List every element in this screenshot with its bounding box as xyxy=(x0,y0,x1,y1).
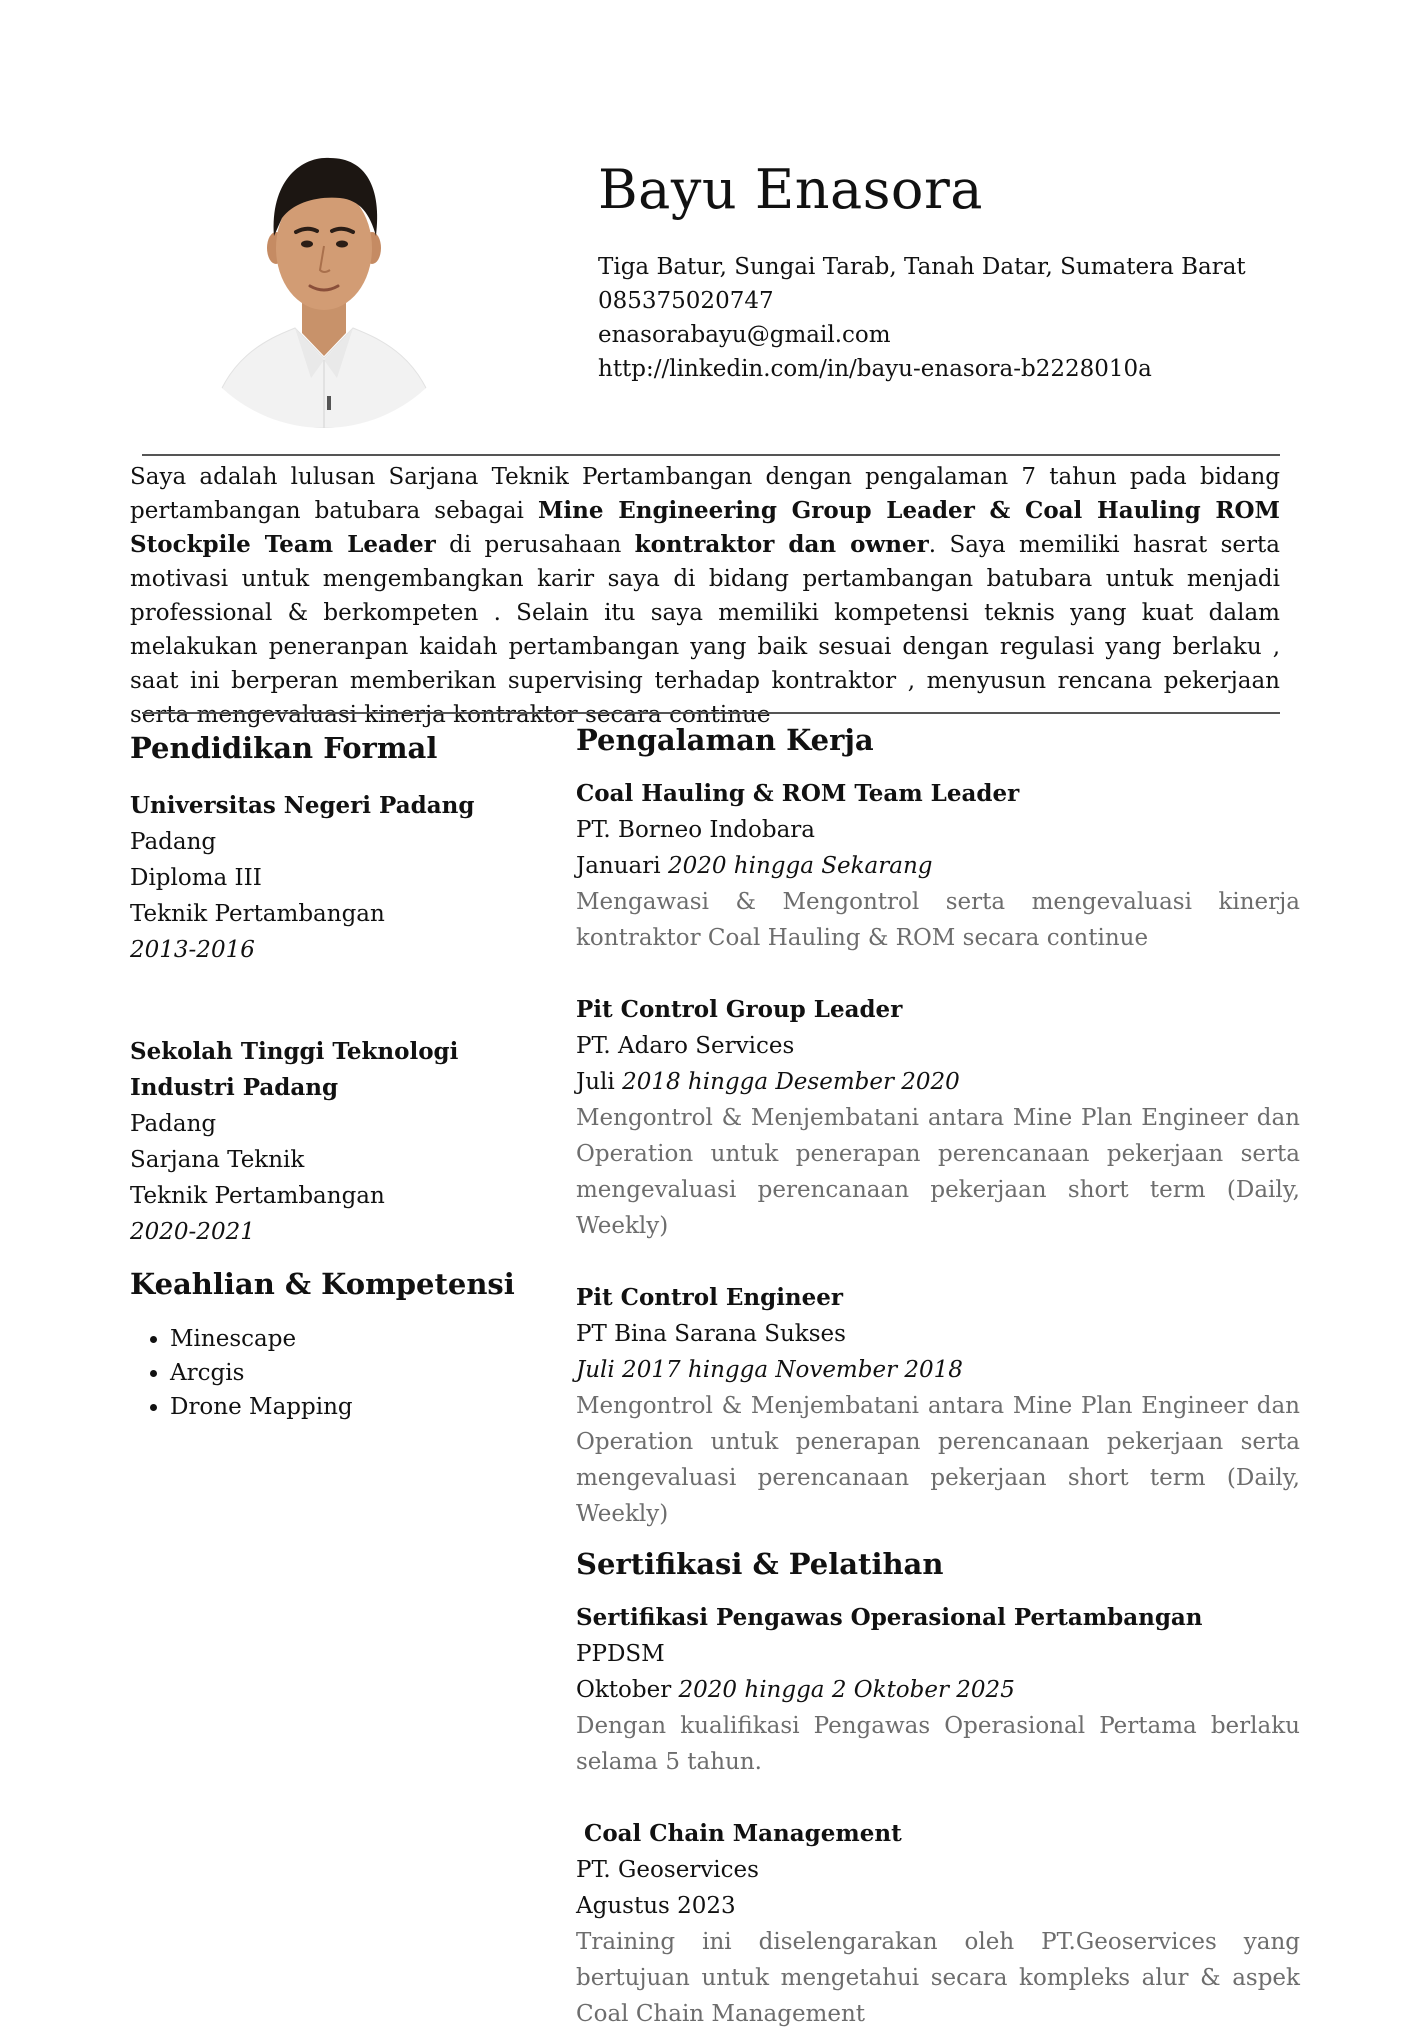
certification-description: Training ini diselengarakan oleh PT.Geoservices yang bertujuan untuk mengetahui secara kompleks alur & aspek Coal Chain Management xyxy=(576,1929,1300,2027)
address: Tiga Batur, Sungai Tarab, Tanah Datar, Sumatera Barat xyxy=(598,254,1246,280)
skill-item: • Minescape xyxy=(170,1322,550,1356)
contact-info xyxy=(598,250,1246,386)
left-column xyxy=(130,726,550,1424)
experience-heading: Pengalaman Kerja xyxy=(576,723,874,757)
job-company: PT. Adaro Services xyxy=(576,1033,795,1059)
linkedin-url: http://linkedin.com/in/bayu-enasora-b2228010a xyxy=(598,356,1152,382)
education-city: Padang xyxy=(130,829,217,855)
job-period-range: Juli 2017 hingga November 2018 xyxy=(576,1357,963,1383)
candidate-name: Bayu Enasora xyxy=(598,158,983,221)
certification-title: Sertifikasi Pengawas Operasional Pertambangan xyxy=(576,1604,1203,1631)
certification-period xyxy=(576,1672,1300,1708)
job-title: Pit Control Group Leader xyxy=(576,996,903,1023)
education-degree: Diploma III xyxy=(130,865,262,891)
education-city: Padang xyxy=(130,1111,217,1137)
job-period xyxy=(576,1352,1300,1388)
experience-item xyxy=(576,992,1300,1244)
certification-period: Agustus 2023 xyxy=(576,1893,736,1919)
job-description: Mengontrol & Menjembatani antara Mine Plan Engineer dan Operation untuk penerapan perencanaan pekerjaan serta mengevaluasi perencanaan pekerjaan short term (Daily, Weekly) xyxy=(576,1393,1300,1527)
education-school-line2: Industri Padang xyxy=(130,1074,339,1101)
summary-text-1: Saya adalah lulusan Sarjana Teknik Pertambangan dengan pengalaman 7 tahun pada bidang pertambangan batubara sebagai xyxy=(130,464,1280,524)
certification-period-range: 2020 hingga 2 Oktober 2025 xyxy=(678,1677,1015,1703)
job-period-month: Januari xyxy=(576,853,668,879)
summary-bold-role: Mine Engineering Group Leader & Coal Hauling ROM Stockpile Team Leader xyxy=(130,497,1280,558)
education-heading: Pendidikan Formal xyxy=(130,731,438,765)
education-major: Teknik Pertambangan xyxy=(130,1183,385,1209)
education-school: Universitas Negeri Padang xyxy=(130,792,475,819)
skills-list xyxy=(130,1322,550,1424)
job-period-range: 2018 hingga Desember 2020 xyxy=(622,1069,960,1095)
profile-photo xyxy=(190,128,458,428)
certification-period-month: Oktober xyxy=(576,1677,679,1703)
certification-issuer: PPDSM xyxy=(576,1641,665,1667)
education-major: Teknik Pertambangan xyxy=(130,901,385,927)
skill-item: • Arcgis xyxy=(170,1356,550,1390)
education-years: 2013-2016 xyxy=(130,937,255,963)
certification-issuer: PT. Geoservices xyxy=(576,1857,759,1883)
job-title: Coal Hauling & ROM Team Leader xyxy=(576,780,1020,807)
email-address: enasorabayu@gmail.com xyxy=(598,322,891,348)
certification-description: Dengan kualifikasi Pengawas Operasional Pertama berlaku selama 5 tahun. xyxy=(576,1713,1300,1775)
profile-summary xyxy=(130,460,1280,732)
skills-heading: Keahlian & Kompetensi xyxy=(130,1267,515,1301)
education-years: 2020-2021 xyxy=(130,1219,255,1245)
experience-item xyxy=(576,776,1300,956)
education-degree: Sarjana Teknik xyxy=(130,1147,305,1173)
education-school: Sekolah Tinggi Teknologi xyxy=(130,1038,459,1065)
job-description: Mengawasi & Mengontrol serta mengevaluasi kinerja kontraktor Coal Hauling & ROM secara continue xyxy=(576,889,1300,951)
education-item xyxy=(130,1034,550,1250)
summary-bold-company: kontraktor dan owner xyxy=(634,531,929,558)
job-description: Mengontrol & Menjembatani antara Mine Plan Engineer dan Operation untuk penerapan perencanaan pekerjaan serta mengevaluasi perencanaan pekerjaan short term (Daily, Weekly) xyxy=(576,1105,1300,1239)
divider-bottom xyxy=(142,712,1280,714)
skill-item: • Drone Mapping xyxy=(170,1390,550,1424)
job-period xyxy=(576,1064,1300,1100)
certification-title: Coal Chain Management xyxy=(576,1820,902,1847)
education-item xyxy=(130,788,550,968)
job-period xyxy=(576,848,1300,884)
job-period-range: 2020 hingga Sekarang xyxy=(667,853,933,879)
divider-top xyxy=(142,454,1280,456)
right-column xyxy=(576,718,1300,2032)
certifications-heading: Sertifikasi & Pelatihan xyxy=(576,1547,944,1581)
job-company: PT Bina Sarana Sukses xyxy=(576,1321,846,1347)
phone-number: 085375020747 xyxy=(598,288,774,314)
job-period-month: Juli xyxy=(576,1069,623,1095)
certification-item xyxy=(576,1600,1300,1780)
job-company: PT. Borneo Indobara xyxy=(576,817,815,843)
experience-item xyxy=(576,1280,1300,1532)
summary-text-2: di perusahaan xyxy=(435,532,635,558)
summary-text-3: . Saya memiliki hasrat serta motivasi untuk mengembangkan karir saya di bidang pertambangan batubara untuk menjadi professional & berkompeten . Selain itu saya memiliki kompetensi teknis yang kuat dalam melakukan peneranpan kaidah pertambangan yang baik sesuai dengan regulasi yang berlaku , saat ini berperan memberikan supervising terhadap kontraktor , menyusun rencana pekerjaan serta mengevaluasi kinerja kontraktor secara continue xyxy=(130,532,1280,728)
job-title: Pit Control Engineer xyxy=(576,1284,844,1311)
